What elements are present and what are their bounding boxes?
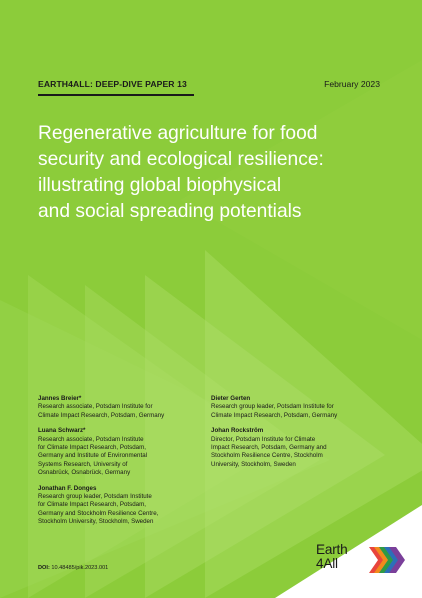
author-name: Jonathan F. Donges <box>38 484 97 492</box>
author-affiliation: for Climate Impact Research, Potsdam, <box>38 501 146 509</box>
author-affiliation: Climate Impact Research, Potsdam, Germany <box>211 411 338 419</box>
author-affiliation: Climate Impact Research, Potsdam, Germany <box>38 411 165 419</box>
author-affiliation: for Climate Impact Research, Potsdam, <box>38 444 146 452</box>
publication-date: February 2023 <box>324 79 380 89</box>
author-affiliation: Research group leader, Potsdam Institute for <box>211 403 334 411</box>
logo-line-2: 4All <box>316 556 338 571</box>
author-affiliation: University, Stockholm, Sweden <box>211 460 296 468</box>
doi-value: 10.48485/pik.2023.001 <box>51 565 109 571</box>
earth4all-logo-wordmark <box>316 543 348 571</box>
author-affiliation: Osnabrück, Osnabrück, Germany <box>38 469 131 477</box>
doi-label: DOI: <box>38 565 50 571</box>
author-affiliation: Research associate, Potsdam Institute <box>38 435 144 443</box>
title-line: Regenerative agriculture for food <box>38 123 318 144</box>
author-affiliation: Director, Potsdam Institute for Climate <box>211 435 316 443</box>
author-affiliation: Systems Research, University of <box>38 460 128 468</box>
author-affiliation: Germany and Institute of Environmental <box>38 452 148 460</box>
author-name: Jannes Breier* <box>38 395 82 402</box>
author-affiliation: Stockholm Resilience Centre, Stockholm <box>211 452 323 460</box>
earth4all-chevrons-icon <box>369 547 405 573</box>
series-label: EARTH4ALL: DEEP-DIVE PAPER 13 <box>38 79 187 89</box>
author-affiliation: Research associate, Potsdam Institute for <box>38 403 153 411</box>
author-affiliation: Germany and Stockholm Resilience Centre, <box>38 509 159 517</box>
author-name: Dieter Gerten <box>211 395 251 402</box>
author-affiliation: Research group leader, Potsdam Institute <box>38 493 152 501</box>
logo-line-1: Earth <box>316 542 348 557</box>
author-affiliation: Stockholm University, Stockholm, Sweden <box>38 518 154 526</box>
author-name: Johan Rockström <box>211 427 264 435</box>
author-affiliation: Impact Research, Potsdam, Germany and <box>211 444 327 452</box>
title-line: illustrating global biophysical <box>38 175 282 196</box>
author-name: Luana Schwarz* <box>38 427 86 435</box>
title-line: and social spreading potentials <box>38 201 302 222</box>
title-line: security and ecological resilience: <box>38 149 324 170</box>
